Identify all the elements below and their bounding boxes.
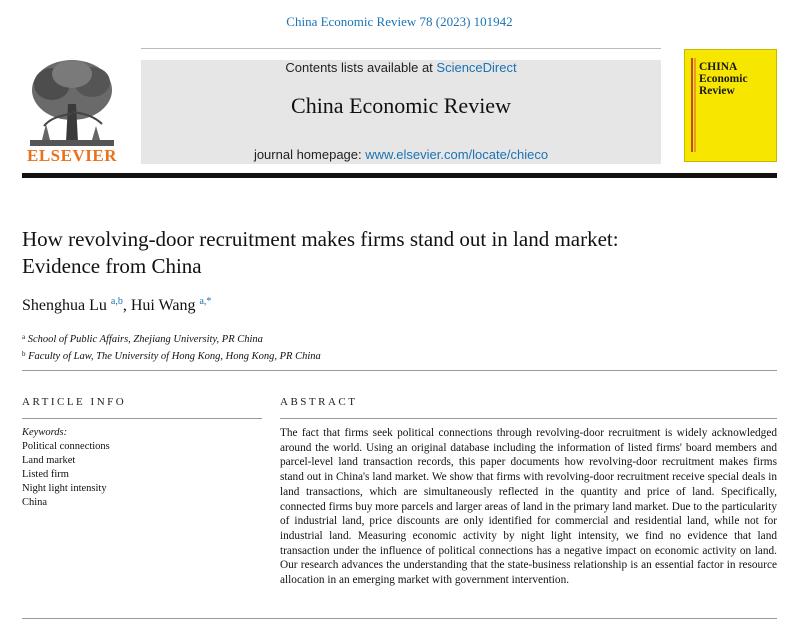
keyword-item: Political connections: [22, 441, 110, 452]
affiliation-item: [22, 347, 321, 364]
homepage-prefix: journal homepage:: [253, 147, 366, 162]
sciencedirect-link[interactable]: ScienceDirect: [436, 60, 517, 75]
author-name: Shenghua Lu: [22, 297, 107, 314]
abstract-text: The fact that firms seek political connections through revolving-door recruitment is widely acknowledged around the world. Using an original database including the information of listed firms' board members and parcel-level land transaction records, this paper documents how revolving-door recruitment makes firms stand out in China's land market. We show that firms with revolving-door recruitment receive special deals in land transactions, which are simultaneously reflected in the quantity and price of land. Specifically, connected firms buy more parcels and larger areas of land in the primary land market. Due to the particularity of industrial land, price discounts are only identified for commercial and residential land, while not for industrial land. Measuring economic activity by night light intensity, we find no evidence that land transaction under the influence of political connections has a negative impact on economic activity on land. Our research advances the understanding that the state-business relationship is an essential factor in resource allocation in an emerging market with government intervention.: [280, 427, 777, 587]
article-info-heading: ARTICLE INFO: [22, 396, 127, 408]
cover-side-stripes: [691, 58, 696, 152]
affiliation-text: School of Public Affairs, Zhejiang University, PR China: [27, 334, 263, 345]
header-thick-rule: [22, 173, 777, 178]
journal-name: China Economic Review: [291, 93, 511, 118]
bottom-rule: [22, 618, 777, 619]
contents-line: [141, 60, 661, 75]
journal-reference-link[interactable]: China Economic Review 78 (2023) 101942: [286, 14, 513, 29]
author-affiliation-link[interactable]: a,*: [199, 296, 212, 307]
affiliation-item: [22, 330, 321, 347]
keyword-item: Land market: [22, 455, 76, 466]
cover-line-1: CHINA: [699, 61, 738, 73]
article-info-rule: [22, 418, 262, 419]
journal-header-box: [141, 60, 661, 164]
affiliations: [22, 330, 321, 364]
affiliation-key: a: [22, 333, 26, 341]
keywords-block: [22, 426, 110, 510]
abstract-heading: ABSTRACT: [280, 396, 358, 408]
author-separator: ,: [122, 297, 131, 314]
keyword-item: Listed firm: [22, 469, 69, 480]
homepage-line: [141, 147, 661, 162]
header-top-rule: [141, 48, 661, 49]
contents-prefix: Contents lists available at: [285, 60, 437, 75]
elsevier-wordmark: ELSEVIER: [27, 146, 117, 165]
author-name: Hui Wang: [130, 297, 196, 314]
affiliation-key: b: [22, 350, 26, 358]
keyword-item: China: [22, 497, 48, 508]
author-list: [22, 296, 211, 315]
keywords-label: Keywords:: [22, 427, 68, 438]
journal-cover-image[interactable]: [684, 49, 777, 162]
keyword-item: Night light intensity: [22, 483, 107, 494]
author-affiliation-link[interactable]: a,b: [110, 296, 123, 307]
cover-line-3: Review: [699, 85, 735, 97]
article-title: How revolving-door recruitment makes firms stand out in land market: Evidence from China: [22, 227, 619, 278]
journal-homepage-link[interactable]: www.elsevier.com/locate/chieco: [365, 147, 549, 162]
cover-line-2: Economic: [699, 73, 748, 85]
affiliation-text: Faculty of Law, The University of Hong Kong, Hong Kong, PR China: [28, 351, 321, 362]
section-rule: [22, 370, 777, 371]
abstract-rule: [280, 418, 777, 419]
cover-title: [699, 61, 773, 97]
